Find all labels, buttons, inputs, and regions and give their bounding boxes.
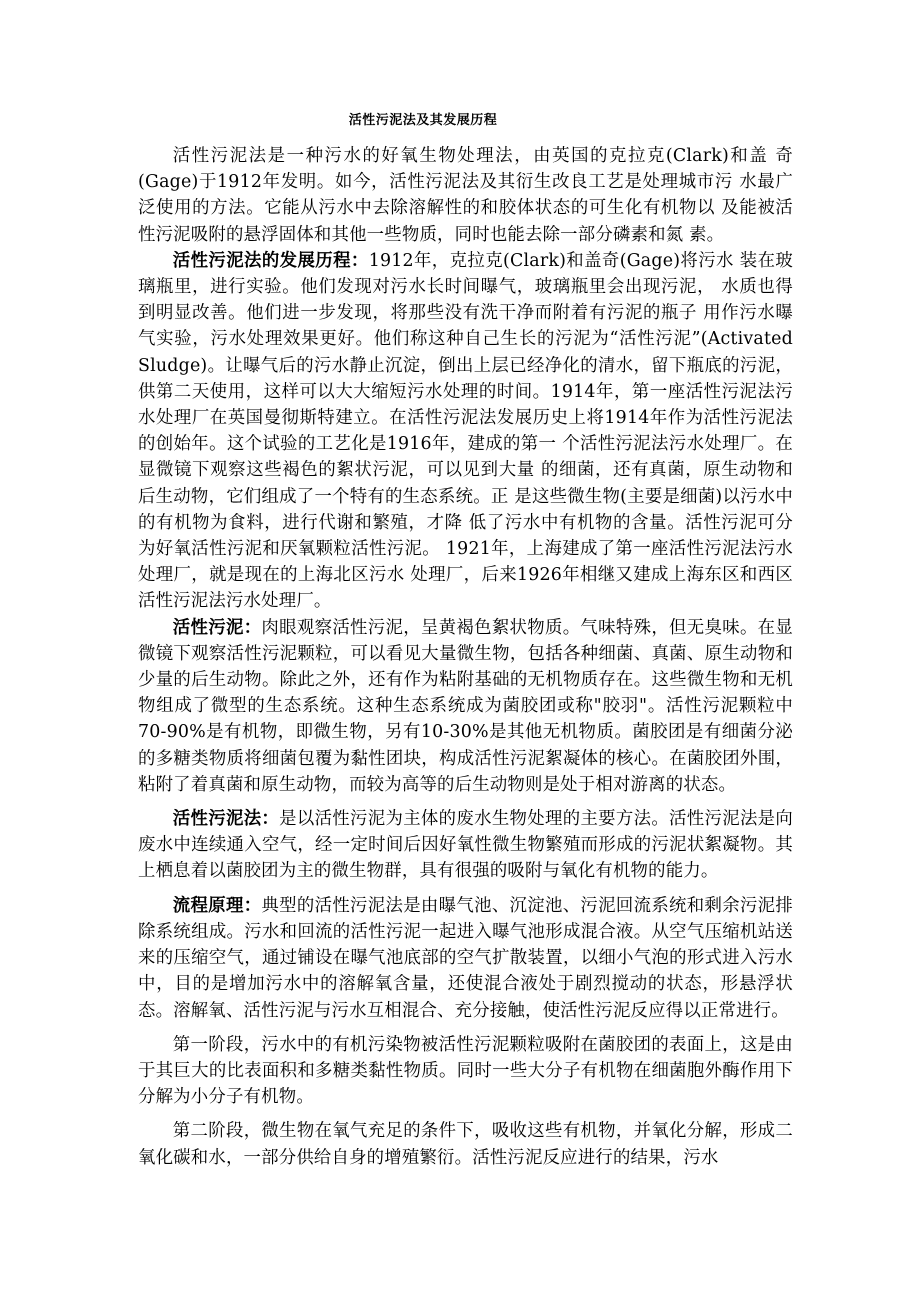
paragraph-activated-sludge bbox=[138, 615, 793, 798]
paragraph-stage-one bbox=[138, 1032, 793, 1111]
document-body bbox=[138, 143, 793, 1171]
paragraph-history bbox=[138, 248, 793, 615]
paragraph-text: 肉眼观察活性污泥，呈黄褐色絮状物质。气味特殊，但无臭味。在显微镜下观察活性污泥颗粒，可以看见大量微生物，包括各种细菌、真菌、原生动物和少量的后生动物。除此之外，还有作为粘附基础的无机物质存在。这些微生物和无机物组成了微型的生态系统。这种生态系统成为菌胶团或称"胶羽"。活性污泥颗粒中70-90%是有机物，即微生物，另有10-30%是其他无机物质。菌胶团是有细菌分泌的多糖类物质将细菌包覆为黏性团块，构成活性污泥絮凝体的核心。在菌胶团外围，粘附了着真菌和原生动物，而较为高等的后生动物则是处于相对游离的状态。 bbox=[138, 617, 793, 795]
paragraph-heading: 活性污泥： bbox=[172, 617, 262, 638]
paragraph-text: 是以活性污泥为主体的废水生物处理的主要方法。活性污泥法是向废水中连续通入空气，经一定时间后因好氧性微生物繁殖而形成的污泥状絮凝物。其上栖息着以菌胶团为主的微生物群，具有很强的吸附与氧化有机物的能力。 bbox=[138, 809, 793, 882]
paragraph-heading: 活性污泥法： bbox=[172, 809, 280, 830]
paragraph-heading: 流程原理： bbox=[172, 895, 262, 916]
paragraph-text: 活性污泥法是一种污水的好氧生物处理法，由英国的克拉克(Clark)和盖 奇(Gage)于1912年发明。如今，活性污泥法及其衍生改良工艺是处理城市污 水最广泛使用的方法。它能从污水中去除溶解性的和胶体状态的可生化有机物以 及能被活性污泥吸附的悬浮固体和其他一些物质，同时也能去除一部分磷素和氮 素。 bbox=[138, 146, 793, 245]
paragraph-text: 1912年，克拉克(Clark)和盖奇(Gage)将污水 装在玻璃瓶里，进行实验。他们发现对污水长时间曝气，玻璃瓶里会出现污泥， 水质也得到明显改善。他们进一步发现，将那些没有洗干净而附着有污泥的瓶子 用作污水曝气实验，污水处理效果更好。他们称这种自己生长的污泥为“活性污泥”(Activated Sludge)。让曝气后的污水静止沉淀，倒出上层已经净化的清水，留下瓶底的污泥，供第二天使用，这样可以大大缩短污水处理的时间。1914年，第一座活性污泥法污水处理厂在英国曼彻斯特建立。在活性污泥法发展历史上将1914年作为活性污泥法的创始年。这个试验的工艺化是1916年，建成的第一 个活性污泥法污水处理厂。在显微镜下观察这些褐色的絮状污泥，可以见到大量 的细菌，还有真菌，原生动物和后生动物，它们组成了一个特有的生态系统。正 是这些微生物(主要是细菌)以污水中的有机物为食料，进行代谢和繁殖，才降 低了污水中有机物的含量。活性污泥可分为好氧活性污泥和厌氧颗粒活性污泥。 1921年，上海建成了第一座活性污泥法污水处理厂，就是现在的上海北区污水 处理厂，后来1926年相继又建成上海东区和西区活性污泥法污水处理厂。 bbox=[138, 250, 793, 612]
paragraph-text: 第一阶段，污水中的有机污染物被活性污泥颗粒吸附在菌胶团的表面上，这是由于其巨大的比表面积和多糖类黏性物质。同时一些大分子有机物在细菌胞外酶作用下分解为小分子有机物。 bbox=[138, 1034, 793, 1108]
paragraph-heading: 活性污泥法的发展历程： bbox=[172, 250, 369, 271]
paragraph-process-principle bbox=[138, 893, 793, 1024]
paragraph-text: 第二阶段，微生物在氧气充足的条件下，吸收这些有机物，并氧化分解，形成二氧化碳和水，一部分供给自身的增殖繁衍。活性污泥反应进行的结果，污水 bbox=[138, 1121, 793, 1168]
paragraph-stage-two bbox=[138, 1118, 793, 1170]
paragraph-text: 典型的活性污泥法是由曝气池、沉淀池、污泥回流系统和剩余污泥排除系统组成。污水和回流的活性污泥一起进入曝气池形成混合液。从空气压缩机站送来的压缩空气，通过铺设在曝气池底部的空气扩散装置，以细小气泡的形式进入污水中，目的是增加污水中的溶解氧含量，还使混合液处于剧烈搅动的状态，形悬浮状态。溶解氧、活性污泥与污水互相混合、充分接触，使活性污泥反应得以正常进行。 bbox=[138, 895, 793, 1021]
document-title: 活性污泥法及其发展历程 bbox=[348, 113, 498, 128]
paragraph-method bbox=[138, 806, 793, 885]
paragraph-intro bbox=[138, 143, 793, 248]
